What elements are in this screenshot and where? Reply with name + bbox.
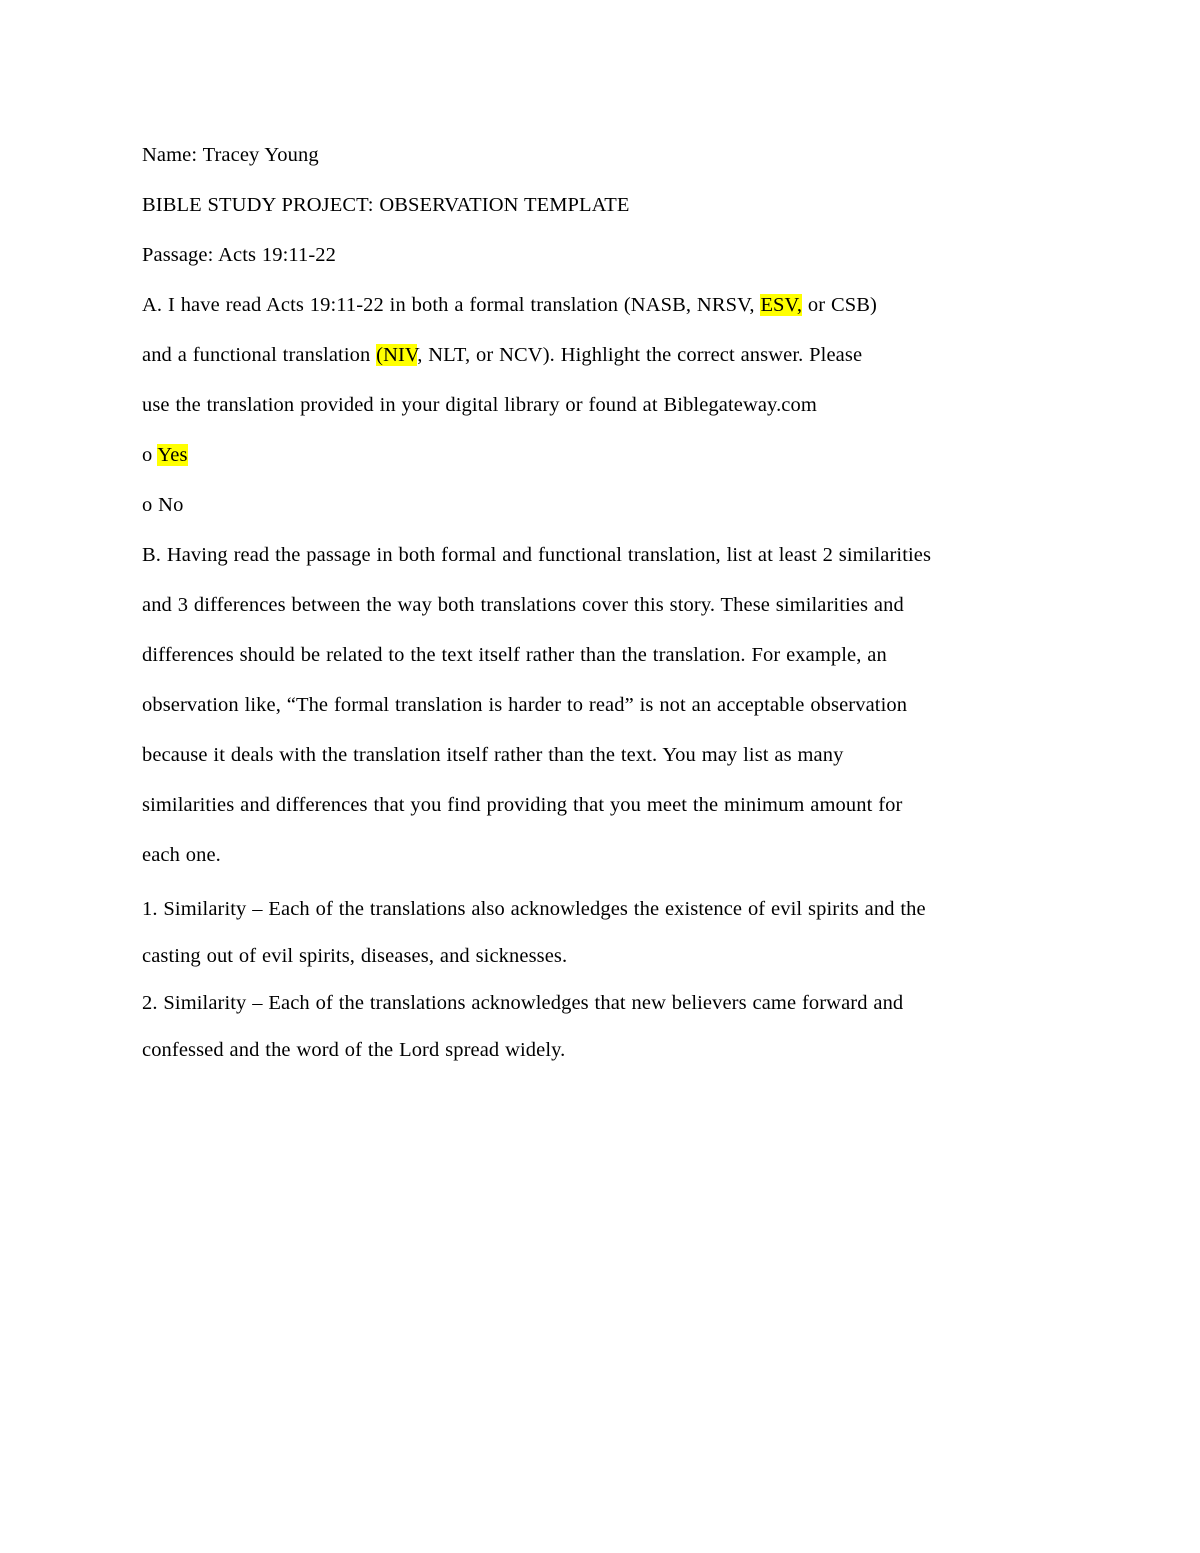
section-a-line-1-post: or CSB) — [802, 294, 877, 316]
niv-highlight: (NIV — [376, 344, 418, 366]
section-b-line-1: B. Having read the passage in both formal and functional translation, list at least 2 similarities — [142, 544, 932, 566]
section-b-line-2: and 3 differences between the way both translations cover this story. These similarities and — [142, 594, 904, 616]
section-b-line-4: observation like, “The formal translation is harder to read” is not an acceptable observation — [142, 694, 908, 716]
esv-highlight: ESV, — [760, 294, 803, 316]
section-a-line-2-pre: and a functional translation — [142, 344, 377, 366]
option-no: o No — [142, 494, 184, 516]
similarity-2-line-2: confessed and the word of the Lord spread widely. — [142, 1039, 566, 1061]
option-yes-label: Yes — [157, 444, 188, 466]
similarity-1-line-1: 1. Similarity – Each of the translations also acknowledges the existence of evil spirits and the — [142, 898, 926, 920]
section-b-line-6: similarities and differences that you find providing that you meet the minimum amount for — [142, 794, 903, 816]
passage-line: Passage: Acts 19:11-22 — [142, 244, 336, 266]
similarity-2-line-1: 2. Similarity – Each of the translations acknowledges that new believers came forward and — [142, 992, 904, 1014]
section-b-line-3: differences should be related to the text itself rather than the translation. For example, an — [142, 644, 887, 666]
section-b-line-7: each one. — [142, 844, 221, 866]
similarity-1-line-2: casting out of evil spirits, diseases, and sicknesses. — [142, 945, 568, 967]
section-a-line-1 — [142, 280, 1060, 330]
section-b-line-5: because it deals with the translation itself rather than the text. You may list as many — [142, 744, 844, 766]
student-name-line: Name: Tracey Young — [142, 144, 319, 166]
section-a-line-3: use the translation provided in your digital library or found at Biblegateway.com — [142, 394, 817, 416]
section-a-line-2-post: , NLT, or NCV). Highlight the correct answer. Please — [417, 344, 863, 366]
section-a-line-2 — [142, 330, 1060, 380]
section-a-line-1-pre: A. I have read Acts 19:11-22 in both a formal translation (NASB, NRSV, — [142, 294, 761, 316]
document-title-line: BIBLE STUDY PROJECT: OBSERVATION TEMPLATE — [142, 194, 630, 216]
document-body — [142, 130, 1060, 1074]
option-yes — [142, 430, 1060, 480]
option-yes-bullet: o — [142, 444, 158, 466]
